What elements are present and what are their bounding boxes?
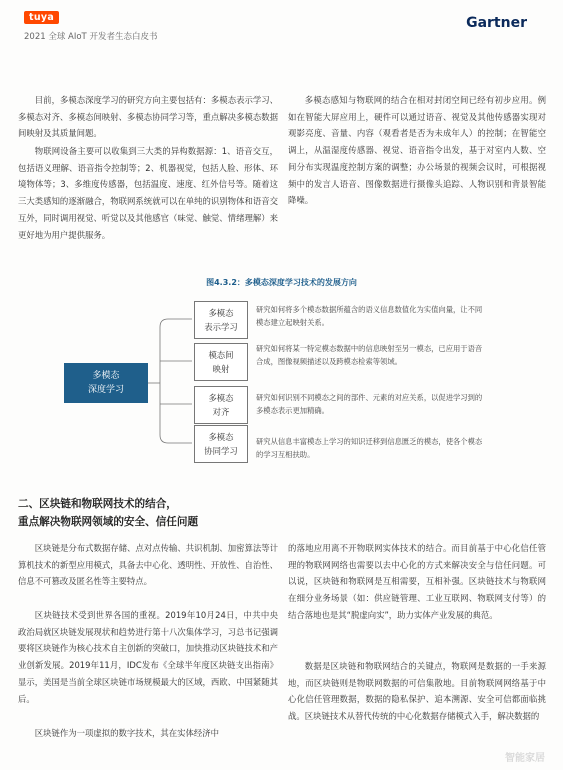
section-heading (18, 495, 318, 531)
blockchain-intro-paragraph: 区块链是分布式数据存储、点对点传输、共识机制、加密算法等计算机技术的新型应用模式，具备去中心化、透明性、开放性、自治性、信息不可篡改及匿名性等主要特点。 (18, 543, 278, 587)
branch-desc: 研究从信息丰富模态上学习的知识迁移到信息匮乏的模态，使各个模态的学习互相扶助。 (256, 437, 483, 459)
branch-desc: 研究如何识别不同模态之间的部件、元素的对应关系，以促进学习到的多模态表示更加精确。 (256, 393, 483, 415)
branch-label: 多模态 表示学习 (204, 308, 238, 332)
multimodal-iot-paragraph: 多模态感知与物联网的结合在相对封闭空间已经有初步应用。例如在智能大屏应用上，硬件可以通过语音、视觉及其他传感器实现对观影亮度、音量、内容（观看者是否为未成年人）的控制；在智能空调上，从温湿度传感器、视觉、语音指令出发，基于对室内人数、空间分布实现温度控制方案的调整；办公场景的视频会议时，可根据视频中的发言人语音、图像数据进行摄像头追踪、人物识别和背景智能降噪。 (288, 95, 546, 206)
branch-desc: 研究如何将某一特定模态数据中的信息映射至另一模态，已应用于语音合成，图像视频描述以及跨模态检索等领域。 (256, 344, 483, 366)
root-label: 多模态 深度学习 (87, 371, 124, 395)
blockchain-virtual-paragraph: 区块链作为一项虚拟的数字技术，其在实体经济中 (34, 728, 220, 738)
branch-node-alignment (194, 386, 248, 424)
branch-label: 模态间 映射 (208, 350, 234, 374)
branch-desc: 研究如何将多个模态数据所蕴含的语义信息数值化为实值向量，让不同模态建立起映射关系。 (256, 305, 483, 327)
blockchain-iot-paragraph: 的落地应用离不开物联网实体技术的结合。而目前基于中心化信任管理的物联网网络也需要以去中心化的方式来解决安全与信任问题。可以说，区块链和物联网是互相需要，互相补强。区块链技术与物联网在细分业务场景（如：供应链管理、工业互联网、物联网支付等）的结合落地也是其“脱虚向实”，助力实体产业发展的典范。 (288, 543, 546, 620)
diagram-root-node (64, 363, 148, 403)
header-subtitle: 2021 全球 AIoT 开发者生态白皮书 (24, 32, 158, 42)
branch-node-representation (194, 301, 248, 339)
page-header (0, 0, 563, 52)
iot-data-paragraph: 物联网设备主要可以收集到三大类的异构数据源：1、语音交互，包括语义理解、语音指令控制等；2、机器视觉，包括人脸、形体、环境物体等；3、多维度传感器，包括温度、速度、红外信号等。随着这三大类感知的逐渐融合，物联网系统就可以在单纯的识别物体和语音交互外，同时调用视觉、听觉以及其他感官（味觉、触觉、情绪理解）来更好地为用户提供服务。 (18, 146, 278, 240)
branch-node-colearning (194, 425, 248, 463)
gartner-logo: Gartner (466, 15, 527, 31)
branch-node-mapping (194, 343, 248, 381)
blockchain-policy-paragraph: 区块链技术受到世界各国的重视。2019年10月24日，中共中央政治局就区块链发展现状和趋势进行第十八次集体学习，习总书记强调要将区块链作为核心技术自主创新的突破口，加快推动区块链技术和产业创新发展。2019年11月，IDC发布《全球半年度区块链支出指南》显示，美国是当前全球区块链市场规模最大的区域，西欧、中国紧随其后。 (18, 610, 278, 704)
section-heading-line2: 重点解决物联网领域的安全、信任问题 (18, 516, 199, 528)
branch-label: 多模态 对齐 (208, 393, 234, 417)
watermark: 智能家居 (505, 753, 545, 764)
data-key-paragraph: 数据是区块链和物联网结合的关键点，物联网是数据的一手来源地，而区块链则是物联网数据的可信集散地。目前物联网网络基于中心化信任管理数据，数据的隐私保护、追本溯源、安全可信都面临挑战。区块链技术从替代传统的中心化数据存储模式入手，解决数据的 (288, 661, 546, 722)
section-heading-line1: 二、区块链和物联网技术的结合， (18, 498, 177, 510)
figure-caption: 图4.3.2：多模态深度学习技术的发展方向 (206, 278, 357, 287)
tuya-logo: tuya (24, 11, 59, 24)
intro-paragraph: 目前，多模态深度学习的研究方向主要包括有：多模态表示学习、多模态对齐、多模态间映射、多模态协同学习等，重点解决多模态数据间映射及其质量间题。 (18, 95, 278, 139)
branch-label: 多模态 协同学习 (204, 432, 238, 456)
